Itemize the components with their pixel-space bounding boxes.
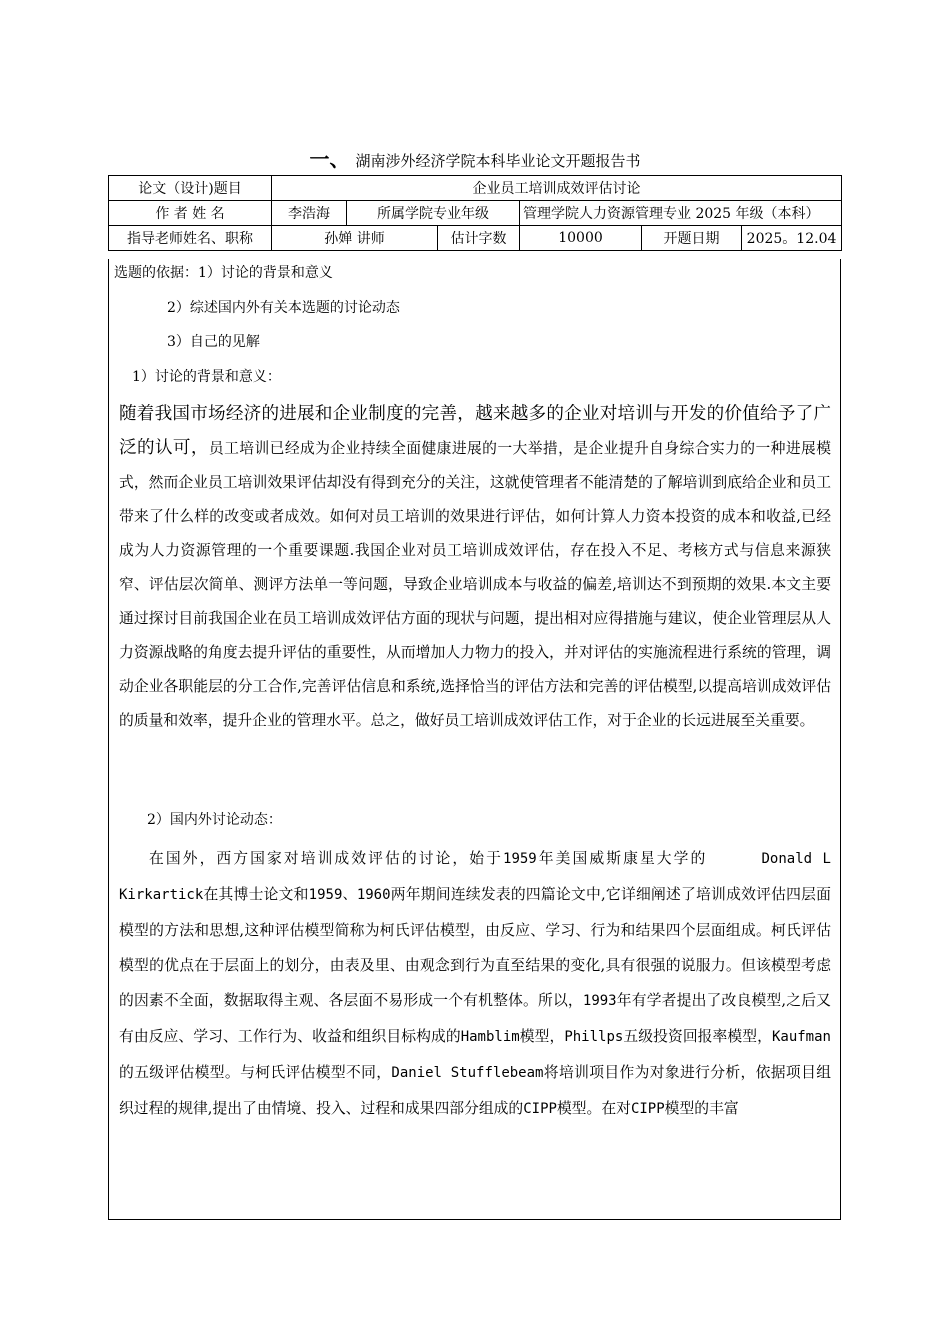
outline-line-3: 3）自己的见解 bbox=[167, 334, 260, 350]
text-run: Daniel Stufflebeam bbox=[391, 1065, 544, 1081]
text-run: CIPP bbox=[630, 1101, 665, 1117]
table-row bbox=[109, 201, 842, 226]
section1-paragraph bbox=[119, 397, 831, 737]
text-run: Hamblim bbox=[460, 1029, 520, 1045]
text-run: 1993 bbox=[582, 993, 617, 1009]
date-label: 开题日期 bbox=[642, 226, 742, 251]
info-table bbox=[108, 175, 842, 251]
college-value: 管理学院人力资源管理专业 2025 年级（本科） bbox=[520, 201, 842, 226]
advisor-value: 孙婵 讲师 bbox=[272, 226, 438, 251]
outline-line-1: 选题的依据：1）讨论的背景和意义 bbox=[114, 265, 333, 281]
report-body bbox=[108, 259, 841, 1220]
text-run: 将培训项目作为对象进行分析，依据项目组织过程的规律,提出了由情境、投入、过程和成果四部分组成的 bbox=[119, 1064, 831, 1117]
text-run: 的五级评估模型。与柯氏评估模型不同， bbox=[119, 1064, 392, 1081]
author-value: 李浩海 bbox=[272, 201, 347, 226]
text-run: 年有学者提出了改良模型,之后又有由反应、学习、工作行为、收益和组织目标构成的 bbox=[119, 992, 831, 1045]
outline-line-2: 2）综述国内外有关本选题的讨论动态 bbox=[167, 300, 400, 316]
table-row bbox=[109, 176, 842, 201]
text-run: Donald L Kirkartick bbox=[119, 851, 831, 903]
text-run: 1959、1960 bbox=[308, 887, 391, 903]
text-run: 模型， bbox=[519, 1028, 565, 1045]
text-run: 1959 bbox=[503, 851, 537, 867]
text-run: 在国外，西方国家对培训成效评估的讨论，始于 bbox=[149, 850, 504, 867]
text-run: 在其博士论文和 bbox=[203, 886, 309, 903]
advisor-label: 指导老师姓名、职称 bbox=[109, 226, 272, 251]
section2-paragraph bbox=[119, 841, 831, 1127]
report-title: 湖南涉外经济学院本科毕业论文开题报告书 bbox=[355, 152, 641, 170]
topic-value: 企业员工培训成效评估讨论 bbox=[272, 176, 842, 201]
words-label: 估计字数 bbox=[438, 226, 520, 251]
college-label: 所属学院专业年级 bbox=[347, 201, 520, 226]
text-run: Phillps bbox=[564, 1029, 624, 1045]
text-run: 模型的丰富 bbox=[664, 1100, 739, 1117]
section2-heading: 2）国内外讨论动态： bbox=[147, 812, 282, 828]
text-run: 两年期间连续发表的四篇论文中,它详细阐述了培训成效评估四层面模型的方法和思想,这种评估模型简称为柯氏评估模型，由反应、学习、行为和结果四个层面组成。柯氏评估模型的优点在于层面上的划分，由表及里、由观念到行为直至结果的变化,具有很强的说服力。但该模型考虑的因素不全面，数据取得主观、各层面不易形成一个有机整体。所以， bbox=[119, 886, 831, 1009]
section-number: 一、 bbox=[309, 147, 350, 171]
section1-lead: 随着我国市场经济的进展和企业制度的完善，越来越多的企业对培训与开发的价值给予了广泛的认可， bbox=[119, 404, 831, 458]
date-value: 2025。12.04 bbox=[742, 226, 842, 251]
text-run: 五级投资回报率模型， bbox=[623, 1028, 772, 1045]
section1-body: 员工培训已经成为企业持续全面健康进展的一大举措，是企业提升自身综合实力的一种进展模式，然而企业员工培训效果评估却没有得到充分的关注，这就使管理者不能清楚的了解培训到底给企业和员工带来了什么样的改变或者成效。如何对员工培训的效果进行评估，如何计算人力资本投资的成本和收益,已经成为人力资源管理的一个重要课题.我国企业对员工培训成效评估，存在投入不足、考核方式与信息来源狭窄、评估层次简单、测评方法单一等问题，导致企业培训成本与收益的偏差,培训达不到预期的效果.本文主要通过探讨目前我国企业在员工培训成效评估方面的现状与问题，提出相对应得措施与建议，使企业管理层从人力资源战略的角度去提升评估的重要性，从而增加人力物力的投入，并对评估的实施流程进行系统的管理，调动企业各职能层的分工合作,完善评估信息和系统,选择恰当的评估方法和完善的评估模型,以提高培训成效评估的质量和效率，提升企业的管理水平。总之，做好员工培训成效评估工作，对于企业的长远进展至关重要。 bbox=[119, 440, 831, 729]
document-title bbox=[0, 143, 950, 172]
section1-heading: 1）讨论的背景和意义： bbox=[132, 369, 281, 385]
text-run: Kaufman bbox=[771, 1029, 831, 1045]
topic-label: 论文（设计)题目 bbox=[109, 176, 272, 201]
table-row bbox=[109, 226, 842, 251]
text-run: 年美国威斯康星大学的 bbox=[536, 850, 708, 867]
author-label: 作 者 姓 名 bbox=[109, 201, 272, 226]
text-run: CIPP bbox=[523, 1101, 557, 1117]
words-value: 10000 bbox=[520, 226, 642, 251]
text-run: 模型。在对 bbox=[556, 1100, 631, 1117]
